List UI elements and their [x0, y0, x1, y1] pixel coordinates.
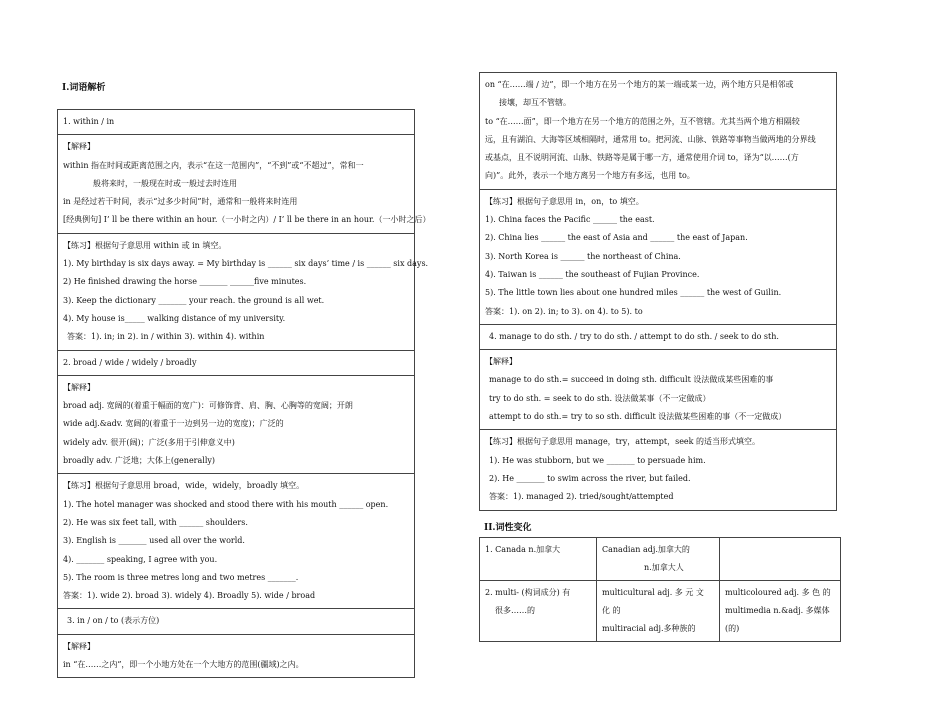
table-cell — [720, 538, 841, 581]
table-cell — [597, 581, 720, 642]
text-line: 1). My birthday is six days away. = My birthday is ______ six days’ time / is ______ six days. — [63, 259, 429, 269]
table-row — [480, 538, 841, 581]
exercise-manage — [480, 430, 836, 509]
cell-text: 很多……的 — [495, 606, 535, 615]
text-line: 【解释】 — [63, 382, 95, 392]
text-line: 4). _______ speaking, I agree with you. — [63, 554, 218, 564]
text-line: 3). English is _______ used all over the world. — [63, 536, 245, 546]
explanation-manage — [480, 350, 836, 430]
explanation-broad — [58, 376, 414, 474]
text-line: to “在……面”，即一个地方在另一个地方的范围之外，互不管辖。尤其当两个地方相隔较 — [485, 116, 800, 126]
text-line: 【解释】 — [63, 641, 95, 651]
text-line: broadly adv. 广泛地；大体上(generally) — [63, 456, 216, 466]
text-line: 1). China faces the Pacific ______ the east. — [485, 215, 655, 225]
text-line: 向)”。此外，表示一个地方离另一个地方有多远，也用 to。 — [485, 171, 695, 181]
left-content-box — [57, 109, 431, 678]
text-line: 5). The room is three metres long and two metres _______. — [63, 572, 299, 582]
table-cell — [480, 538, 597, 581]
table-cell — [480, 581, 597, 642]
text-line: on “在……端 / 边”，即一个地方在另一个地方的某一端或某一边，两个地方只是相邻或 — [485, 80, 794, 89]
text-line: 【解释】 — [485, 357, 517, 367]
text-line: 【练习】根据句子意思用 broad，wide，widely，broadly 填空。 — [63, 481, 305, 491]
text-line: attempt to do sth.= try to so sth. difficult 设法做某些困难的事（不一定做成） — [489, 412, 787, 422]
word-form-table — [479, 537, 841, 642]
text-line: 2. broad / wide / widely / broadly — [63, 357, 197, 367]
text-line: 4). Taiwan is ______ the southeast of Fujian Province. — [485, 269, 700, 279]
cell-text: n.加拿大人 — [644, 563, 684, 572]
text-line: 接壤，却互不管辖。 — [499, 98, 571, 108]
text-line: try to do sth. = seek to do sth. 设法做某事（不一定做成） — [489, 393, 711, 403]
section-title-manage — [480, 325, 836, 350]
text-line: in 是经过若干时间，表示“过多少时间”时，通常和一般将来时连用 — [63, 197, 298, 207]
answer-line: 答案：1). in; in 2). in / within 3). within 4). within — [67, 332, 265, 342]
section-heading-2: II.词性变化 — [484, 523, 532, 533]
text-line: 远，且有湖泊、大海等区域相隔时，通常用 to。把河流、山脉、铁路等事物当做两地的分界线 — [485, 134, 816, 144]
cell-text: multicoloured adj. 多 色 的 — [725, 588, 831, 597]
text-line: 3). North Korea is ______ the northeast of China. — [485, 251, 681, 261]
cell-text: 2. multi- (构词成分) 有 — [485, 588, 571, 597]
text-line: 2) He finished drawing the horse _______ ______five minutes. — [63, 277, 307, 287]
text-line: 般将来时，一般现在时或一般过去时连用 — [93, 178, 237, 188]
text-line: [经典例句] I’ ll be there within an hour.（一小时之内）/ I’ ll be there in an hour.（一小时之后） — [63, 215, 431, 225]
cell-text: multiracial adj.多种族的 — [602, 624, 696, 633]
table-cell — [597, 538, 720, 581]
answer-line: 答案：1). managed 2). tried/sought/attempted — [489, 492, 674, 502]
text-line: 3. in / on / to (表示方位) — [67, 616, 160, 626]
text-line: broad adj. 宽阔的(着重于幅面的宽广)：可修饰背、肩、胸、心胸等的宽阔；开朗 — [63, 401, 353, 411]
answer-line: 答案：1). wide 2). broad 3). widely 4). Broadly 5). wide / broad — [63, 591, 316, 601]
section-heading-1: I.词语解析 — [62, 83, 106, 93]
text-line: 【练习】根据句子意思用 manage，try，attempt，seek 的适当形式填空。 — [485, 437, 761, 447]
explanation-in-on-to — [58, 635, 414, 678]
text-line: 2). He _______ to swim across the river, but failed. — [489, 473, 691, 483]
text-line: 1). He was stubborn, but we _______ to persuade him. — [489, 455, 706, 465]
cell-text: 1. Canada n.加拿大 — [485, 545, 561, 554]
section-title-broad — [58, 351, 414, 376]
explanation-in-on-to-cont — [480, 73, 836, 190]
text-line: 1. within / in — [63, 117, 115, 126]
cell-text: multicultural adj. 多 元 文 化 的 — [602, 588, 704, 615]
text-line: 3). Keep the dictionary _______ your reach. the ground is all wet. — [63, 295, 325, 305]
text-line: 1). The hotel manager was shocked and stood there with his mouth ______ open. — [63, 499, 389, 509]
explanation-within-in — [58, 135, 431, 233]
exercise-in-on-to — [480, 190, 836, 325]
text-line: 【练习】根据句子意思用 in，on，to 填空。 — [485, 196, 644, 206]
section-title-in-on-to — [58, 609, 414, 634]
text-line: 4. manage to do sth. / try to do sth. / attempt to do sth. / seek to do sth. — [489, 331, 779, 341]
table-row — [480, 581, 841, 642]
text-line: manage to do sth.= succeed in doing sth. difficult 设法做成某些困难的事 — [489, 375, 774, 385]
cell-text: Canadian adj.加拿大的 — [602, 545, 690, 554]
exercise-within-in — [58, 234, 429, 351]
right-content-box — [479, 72, 837, 511]
text-line: within 指在时间或距离范围之内，表示“在这一范围内”，“不到”或“不超过”，常和一 — [63, 160, 364, 170]
answer-line: 答案：1). on 2). in; to 3). on 4). to 5). to — [485, 306, 643, 316]
text-line: 5). The little town lies about one hundred miles ______ the west of Guilin. — [485, 288, 782, 298]
text-line: 2). He was six feet tall, with ______ shoulders. — [63, 517, 248, 527]
text-line: 【解释】 — [63, 142, 95, 152]
exercise-broad — [58, 474, 414, 609]
text-line: 2). China lies ______ the east of Asia and ______ the east of Japan. — [485, 233, 748, 243]
section-title-within-in — [58, 110, 414, 135]
text-line: 4). My house is_____ walking distance of my university. — [63, 313, 286, 323]
text-line: 或基点，且不说明河流、山脉、铁路等是属于哪一方，通常使用介词 to，译为“以……(方 — [485, 153, 799, 163]
text-line: widely adv. 很开(阔)；广泛(多用于引伸意义中) — [63, 437, 235, 447]
text-line: wide adj.&adv. 宽阔的(着重于一边到另一边的宽度)；广泛的 — [63, 419, 284, 429]
cell-text: multimedia n.&adj. 多媒体(的) — [725, 606, 830, 633]
text-line: in “在……之内”，即一个小地方处在一个大地方的范围(疆域)之内。 — [63, 660, 304, 670]
text-line: 【练习】根据句子意思用 within 或 in 填空。 — [63, 240, 227, 250]
table-cell — [720, 581, 841, 642]
